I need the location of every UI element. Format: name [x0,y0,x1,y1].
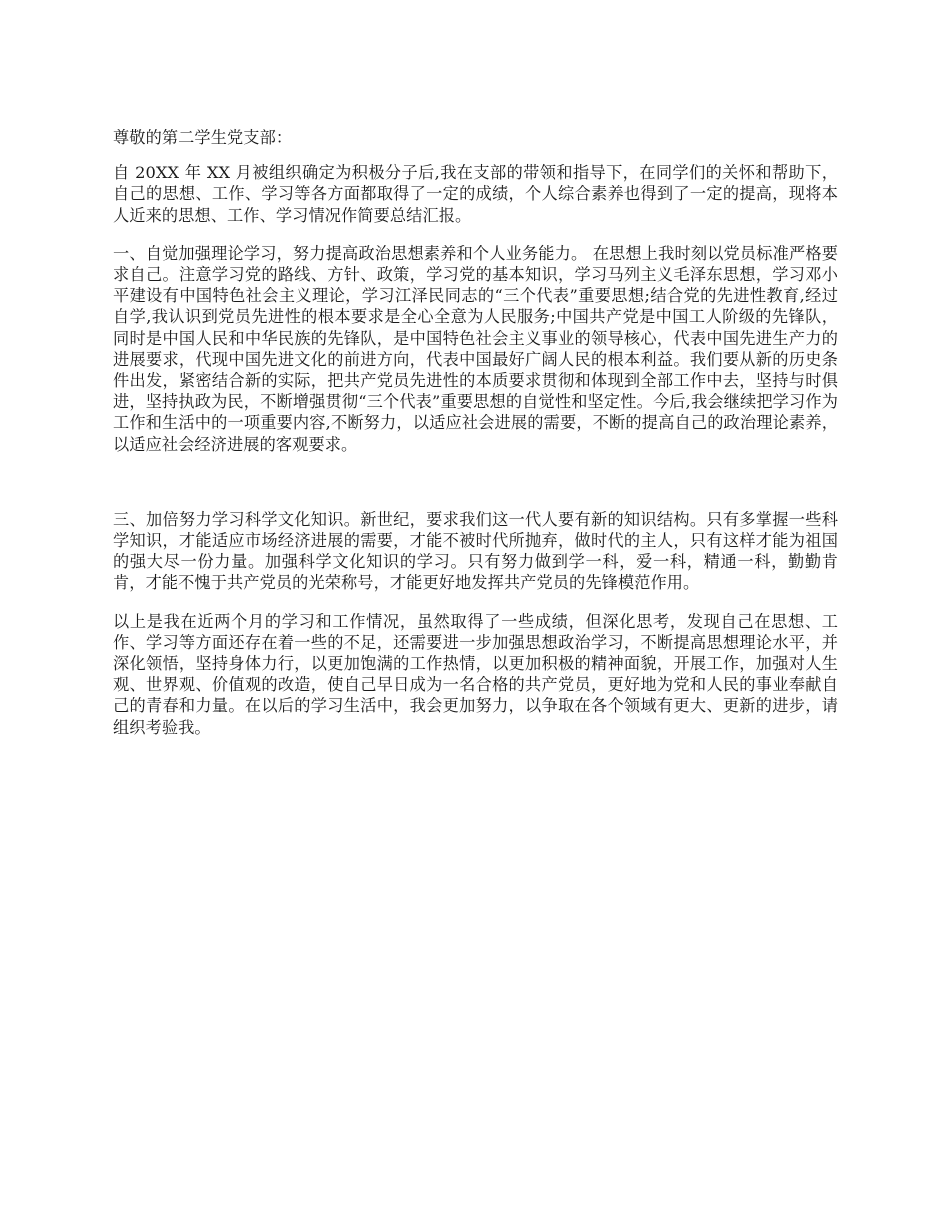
paragraph-science-study: 三、加倍努力学习科学文化知识。新世纪，要求我们这一代人要有新的知识结构。只有多掌握一些科学知识，才能适应市场经济进展的需要，才能不被时代所抛弃，做时代的主人，只有这样才能为祖国的强大尽一份力量。加强科学文化知识的学习。只有努力做到学一科，爱一科，精通一科，勤勤肯肯，才能不愧于共产党员的光荣称号，才能更好地发挥共产党员的先锋模范作用。 [113,509,838,593]
paragraph-intro: 自 20XX 年 XX 月被组织确定为积极分子后,我在支部的带领和指导下，在同学们的关怀和帮助下，自己的思想、工作、学习等各方面都取得了一定的成绩，个人综合素养也得到了一定的提高，现将本人近来的思想、工作、学习情况作简要总结汇报。 [113,163,838,225]
paragraph-conclusion: 以上是我在近两个月的学习和工作情况，虽然取得了一些成绩，但深化思考，发现自己在思想、工作、学习等方面还存在着一些的不足，还需要进一步加强思想政治学习，不断提高思想理论水平，并深化领悟，坚持身体力行，以更加饱满的工作热情，以更加积极的精神面貌，开展工作，加强对人生观、世界观、价值观的改造，使自己早日成为一名合格的共产党员，更好地为党和人民的事业奉献自己的青春和力量。在以后的学习生活中，我会更加努力，以争取在各个领域有更大、更新的进步，请组织考验我。 [113,611,838,737]
paragraph-theory-study: 一、自觉加强理论学习，努力提高政治思想素养和个人业务能力。 在思想上我时刻以党员标准严格要求自己。注意学习党的路线、方针、政策，学习党的基本知识，学习马列主义毛泽东思想，学习邓小平建设有中国特色社会主义理论，学习江泽民同志的“三个代表”重要思想;结合党的先进性教育,经过自学,我认识到党员先进性的根本要求是全心全意为人民服务;中国共产党是中国工人阶级的先锋队，同时是中国人民和中华民族的先锋队，是中国特色社会主义事业的领导核心，代表中国先进生产力的进展要求，代现中国先进文化的前进方向，代表中国最好广阔人民的根本利益。我们要从新的历史条件出发，紧密结合新的实际，把共产党员先进性的本质要求贯彻和体现到全部工作中去，坚持与时俱进，坚持执政为民，不断增强贯彻“三个代表”重要思想的自觉性和坚定性。今后,我会继续把学习作为工作和生活中的一项重要内容,不断努力，以适应社会进展的需要，不断的提高自己的政治理论素养，以适应社会经济进展的客观要求。 [113,243,838,454]
document-page [113,127,838,738]
salutation: 尊敬的第二学生党支部： [113,128,293,147]
